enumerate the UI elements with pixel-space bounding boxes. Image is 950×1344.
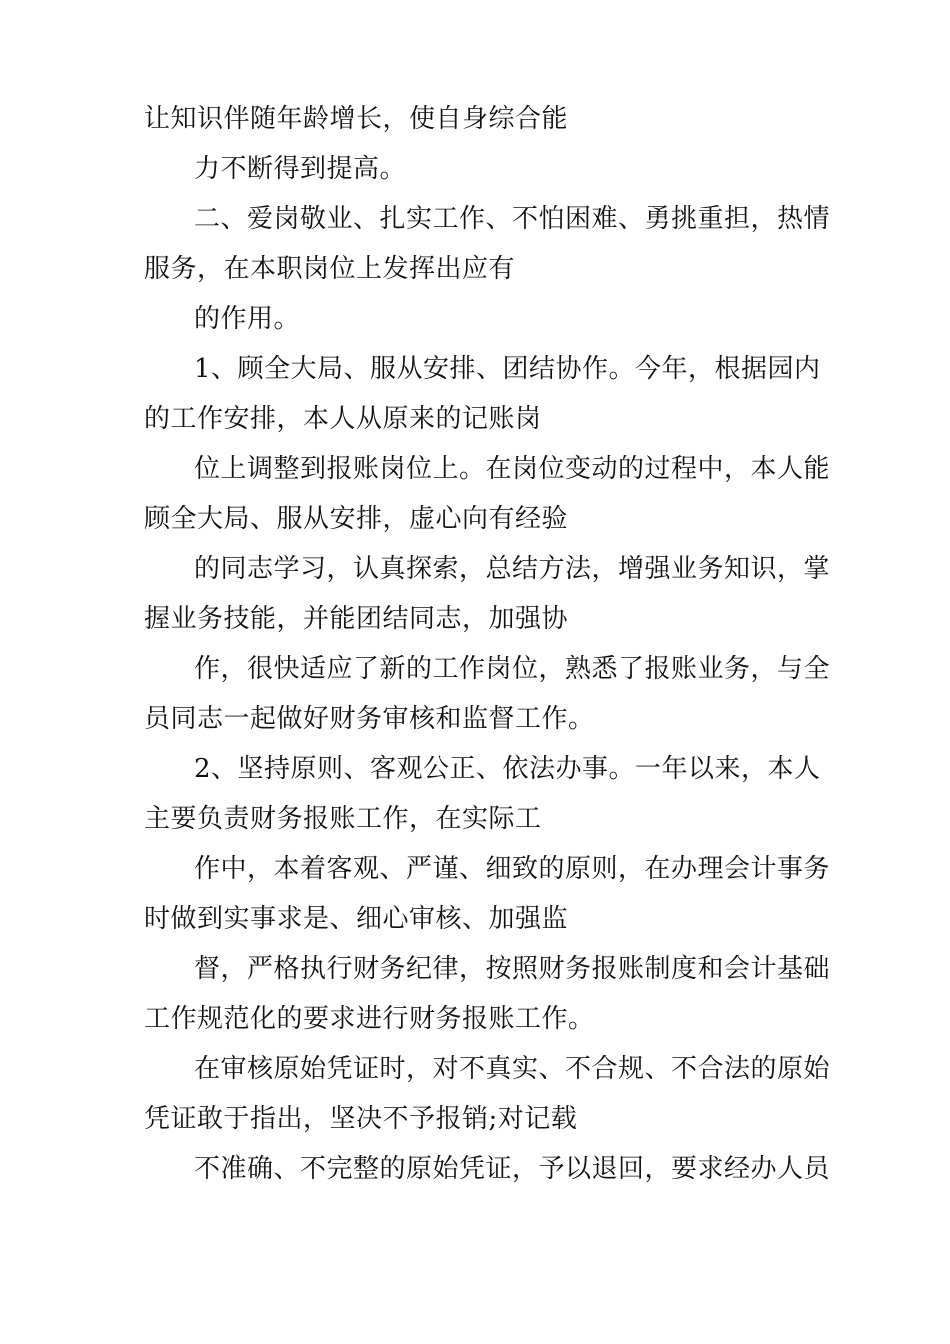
- text-line: 主要负责财务报账工作，在实际工: [144, 804, 542, 834]
- section-heading: 二、爱岗敬业、扎实工作、不怕困难、勇挑重担，热情: [194, 204, 831, 234]
- text-line: 凭证敢于指出，坚决不予报销;对记载: [144, 1104, 578, 1134]
- text-line: 1、顾全大局、服从安排、团结协作。今年，根据园内: [194, 354, 821, 384]
- text-line: 2、坚持原则、客观公正、依法办事。一年以来，本人: [194, 754, 821, 784]
- text-line: 在审核原始凭证时，对不真实、不合规、不合法的原始: [194, 1054, 831, 1084]
- text-line: 时做到实事求是、细心审核、加强监: [144, 904, 569, 934]
- text-line: 作中，本着客观、严谨、细致的原则，在办理会计事务: [194, 854, 831, 884]
- text-line: 握业务技能，并能团结同志，加强协: [144, 604, 569, 634]
- text-line: 位上调整到报账岗位上。在岗位变动的过程中，本人能: [194, 454, 831, 484]
- text-line: 服务，在本职岗位上发挥出应有: [144, 254, 516, 284]
- text-line: 的同志学习，认真探索，总结方法，增强业务知识，掌: [194, 554, 831, 584]
- text-line: 员同志一起做好财务审核和监督工作。: [144, 704, 595, 734]
- text-line: 工作规范化的要求进行财务报账工作。: [144, 1004, 595, 1034]
- text-line: 作，很快适应了新的工作岗位，熟悉了报账业务，与全: [194, 654, 831, 684]
- text-line: 不准确、不完整的原始凭证，予以退回，要求经办人员: [194, 1154, 831, 1184]
- text-line: 力不断得到提高。: [194, 154, 407, 184]
- text-line: 督，严格执行财务纪律，按照财务报账制度和会计基础: [194, 954, 831, 984]
- text-line: 的工作安排，本人从原来的记账岗: [144, 404, 542, 434]
- text-line: 顾全大局、服从安排，虚心向有经验: [144, 504, 569, 534]
- text-line: 让知识伴随年龄增长，使自身综合能: [144, 104, 569, 134]
- text-line: 的作用。: [194, 304, 301, 334]
